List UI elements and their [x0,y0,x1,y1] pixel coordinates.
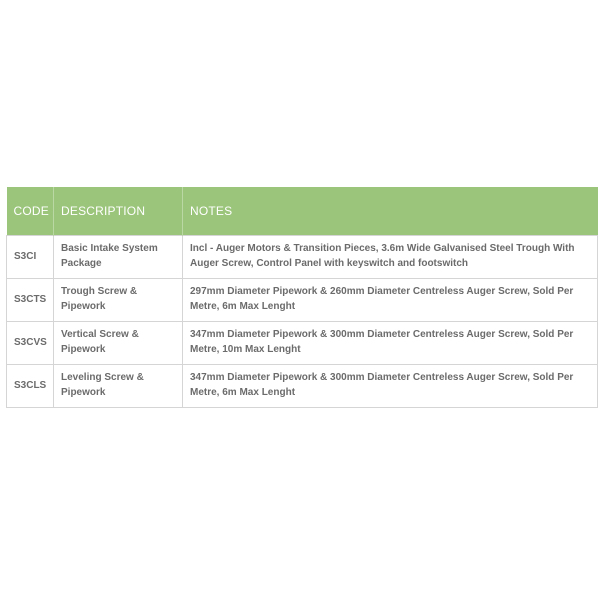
table-body [7,235,598,407]
header-notes: NOTES [190,203,233,218]
table-row [7,364,598,407]
table-row [7,278,598,321]
header-code: CODE [7,187,54,235]
row-description: Basic Intake System Package [54,235,183,278]
row-notes: 297mm Diameter Pipework & 260mm Diameter Centreless Auger Screw, Sold Per Metre, 6m Max Lenght [183,278,598,321]
row-code: S3CTS [7,278,54,321]
table-row [7,321,598,364]
row-notes: 347mm Diameter Pipework & 300mm Diameter Centreless Auger Screw, Sold Per Metre, 6m Max Lenght [183,364,598,407]
table-row [7,235,598,278]
row-notes: Incl - Auger Motors & Transition Pieces, 3.6m Wide Galvanised Steel Trough With Auger Screw, Control Panel with keyswitch and footswitch [183,235,598,278]
row-notes: 347mm Diameter Pipework & 300mm Diameter Centreless Auger Screw, Sold Per Metre, 10m Max Lenght [183,321,598,364]
row-code: S3CI [7,235,54,278]
row-code: S3CVS [7,321,54,364]
product-table [6,187,598,408]
row-description: Vertical Screw & Pipework [54,321,183,364]
row-description: Trough Screw & Pipework [54,278,183,321]
row-code: S3CLS [7,364,54,407]
product-table-container [6,187,598,408]
row-description: Leveling Screw & Pipework [54,364,183,407]
header-row [7,187,598,235]
header-description: DESCRIPTION [54,187,183,235]
table-header [7,187,598,235]
